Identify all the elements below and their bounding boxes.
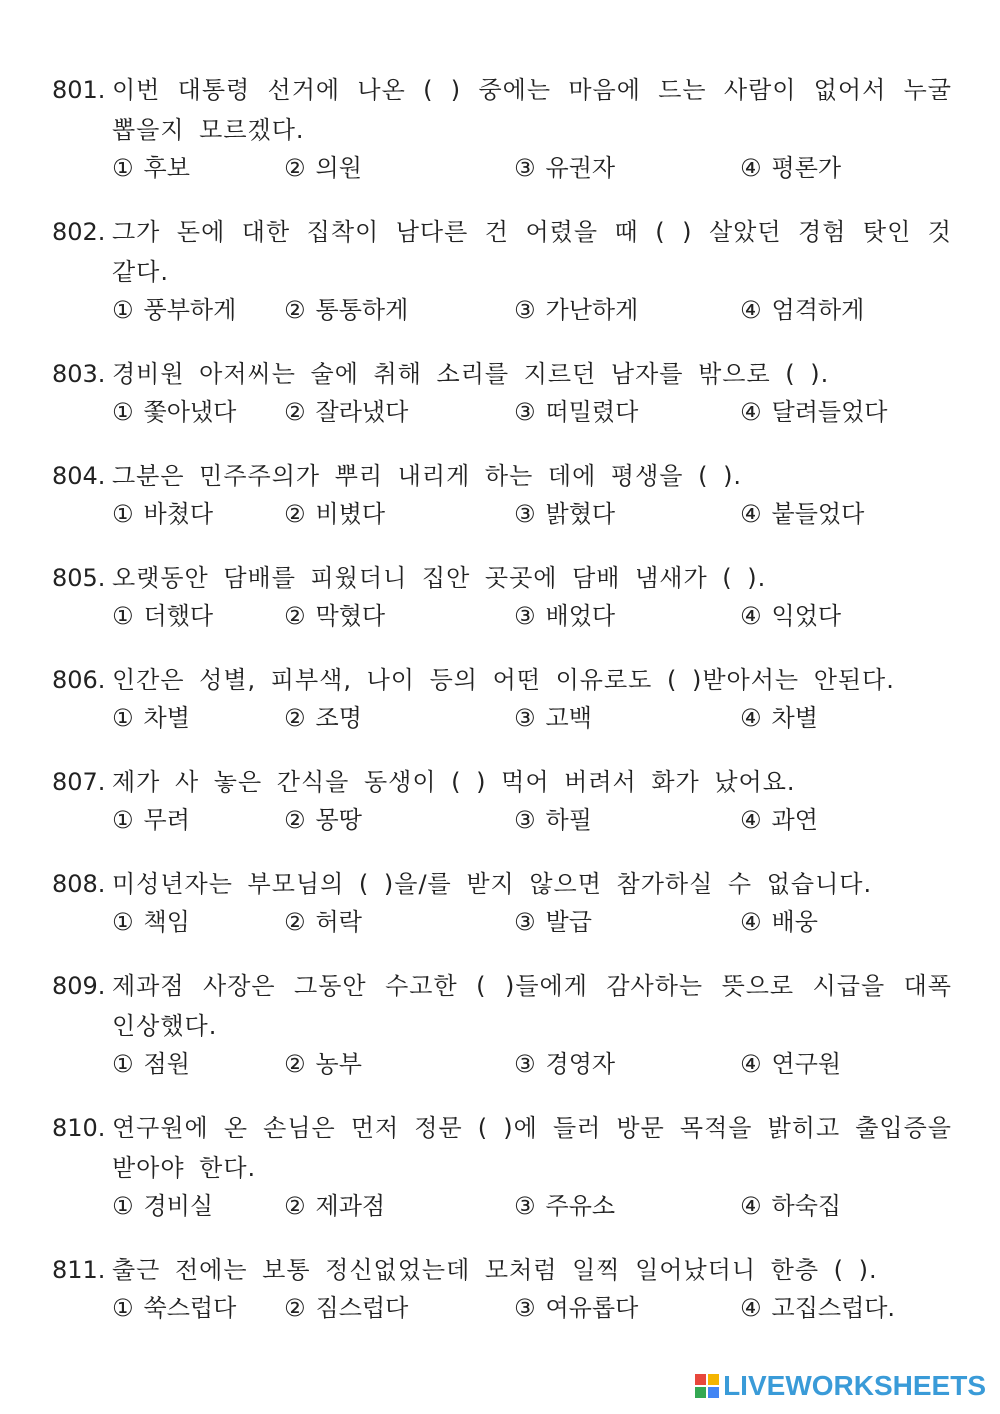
answer-option-4[interactable] <box>740 150 841 186</box>
option-text: 하숙집 <box>771 1192 842 1220</box>
option-text: 고백 <box>545 704 592 732</box>
option-text: 발급 <box>545 908 592 936</box>
answer-option-3[interactable] <box>514 292 740 328</box>
liveworksheets-logo[interactable] <box>695 1370 986 1402</box>
question-number: 808. <box>52 870 106 898</box>
option-mark: ④ <box>740 1294 762 1322</box>
option-text: 가난하게 <box>545 296 639 324</box>
question-number: 804. <box>52 462 106 490</box>
option-text: 경비실 <box>143 1192 214 1220</box>
option-mark: ② <box>284 908 306 936</box>
question-number: 809. <box>52 972 106 1000</box>
option-text: 고집스럽다. <box>771 1294 896 1322</box>
option-text: 경영자 <box>545 1050 616 1078</box>
option-mark: ① <box>112 1192 134 1220</box>
option-mark: ④ <box>740 398 762 426</box>
option-mark: ② <box>284 1192 306 1220</box>
answer-option-3[interactable] <box>514 700 740 736</box>
option-mark: ④ <box>740 704 762 732</box>
option-text: 무려 <box>143 806 190 834</box>
option-mark: ① <box>112 602 134 630</box>
option-text: 바쳤다 <box>143 500 214 528</box>
answer-options <box>52 1188 952 1224</box>
answer-option-4[interactable] <box>740 598 841 634</box>
question-stem <box>52 456 952 496</box>
option-mark: ③ <box>514 806 536 834</box>
question-807 <box>52 762 952 838</box>
option-mark: ② <box>284 1294 306 1322</box>
option-text: 쑥스럽다 <box>143 1294 237 1322</box>
logo-square-blue <box>708 1387 719 1398</box>
question-text: 이번 대통령 선거에 나온 ( ) 중에는 마음에 드는 사람이 없어서 누굴 뽑을지 모르겠다. <box>112 76 952 144</box>
question-802 <box>52 212 952 328</box>
question-stem <box>52 660 952 700</box>
answer-options <box>52 904 952 940</box>
answer-option-3[interactable] <box>514 1188 740 1224</box>
option-mark: ① <box>112 704 134 732</box>
option-mark: ③ <box>514 908 536 936</box>
option-text: 익었다 <box>771 602 842 630</box>
option-text: 조명 <box>315 704 362 732</box>
question-text: 출근 전에는 보통 정신없었는데 모처럼 일찍 일어났더니 한층 ( ). <box>112 1256 878 1284</box>
answer-option-2[interactable] <box>284 802 514 838</box>
option-mark: ② <box>284 154 306 182</box>
option-mark: ④ <box>740 806 762 834</box>
question-number: 806. <box>52 666 106 694</box>
answer-option-1[interactable] <box>112 1290 284 1326</box>
answer-option-1[interactable] <box>112 292 284 328</box>
answer-option-3[interactable] <box>514 394 740 430</box>
option-mark: ② <box>284 602 306 630</box>
answer-option-1[interactable] <box>112 150 284 186</box>
answer-option-3[interactable] <box>514 598 740 634</box>
option-text: 붙들었다 <box>771 500 865 528</box>
answer-option-1[interactable] <box>112 802 284 838</box>
option-mark: ② <box>284 1050 306 1078</box>
option-mark: ③ <box>514 296 536 324</box>
answer-option-4[interactable] <box>740 802 818 838</box>
answer-option-2[interactable] <box>284 700 514 736</box>
option-text: 주유소 <box>545 1192 616 1220</box>
option-text: 배웅 <box>771 908 818 936</box>
question-text: 제가 사 놓은 간식을 동생이 ( ) 먹어 버려서 화가 났어요. <box>112 768 796 796</box>
logo-square-yellow <box>708 1374 719 1385</box>
option-text: 하필 <box>545 806 592 834</box>
question-text: 미성년자는 부모님의 ( )을/를 받지 않으면 참가하실 수 없습니다. <box>112 870 873 898</box>
answer-option-3[interactable] <box>514 802 740 838</box>
answer-option-4[interactable] <box>740 1188 841 1224</box>
option-mark: ② <box>284 806 306 834</box>
option-mark: ③ <box>514 602 536 630</box>
option-text: 책임 <box>143 908 190 936</box>
answer-option-4[interactable] <box>740 394 887 430</box>
answer-options <box>52 802 952 838</box>
option-text: 짐스럽다 <box>315 1294 409 1322</box>
option-text: 차별 <box>143 704 190 732</box>
logo-square-green <box>695 1387 706 1398</box>
option-text: 몽땅 <box>315 806 362 834</box>
answer-option-3[interactable] <box>514 904 740 940</box>
option-mark: ① <box>112 1050 134 1078</box>
option-mark: ② <box>284 398 306 426</box>
option-text: 떠밀렸다 <box>545 398 639 426</box>
question-number: 807. <box>52 768 106 796</box>
option-mark: ② <box>284 704 306 732</box>
option-mark: ① <box>112 296 134 324</box>
question-809 <box>52 966 952 1082</box>
question-text: 오랫동안 담배를 피웠더니 집안 곳곳에 담배 냄새가 ( ). <box>112 564 767 592</box>
answer-option-4[interactable] <box>740 496 864 532</box>
option-mark: ③ <box>514 1050 536 1078</box>
answer-options <box>52 598 952 634</box>
question-number: 802. <box>52 218 106 246</box>
question-810 <box>52 1108 952 1224</box>
question-stem <box>52 70 952 150</box>
option-mark: ① <box>112 500 134 528</box>
option-mark: ③ <box>514 154 536 182</box>
option-mark: ① <box>112 806 134 834</box>
option-text: 과연 <box>771 806 818 834</box>
option-text: 비볐다 <box>315 500 386 528</box>
question-number: 805. <box>52 564 106 592</box>
question-stem <box>52 558 952 598</box>
option-text: 막혔다 <box>315 602 386 630</box>
answer-options <box>52 496 952 532</box>
option-mark: ③ <box>514 1192 536 1220</box>
question-801 <box>52 70 952 186</box>
question-number: 803. <box>52 360 106 388</box>
option-mark: ① <box>112 398 134 426</box>
question-stem <box>52 212 952 292</box>
option-mark: ④ <box>740 1192 762 1220</box>
answer-option-3[interactable] <box>514 496 740 532</box>
option-text: 의원 <box>315 154 362 182</box>
option-mark: ③ <box>514 704 536 732</box>
question-text: 그분은 민주주의가 뿌리 내리게 하는 데에 평생을 ( ). <box>112 462 743 490</box>
answer-option-2[interactable] <box>284 1188 514 1224</box>
option-mark: ① <box>112 1294 134 1322</box>
option-text: 허락 <box>315 908 362 936</box>
answer-options <box>52 394 952 430</box>
answer-option-4[interactable] <box>740 1046 841 1082</box>
worksheet <box>52 70 952 1352</box>
option-mark: ③ <box>514 1294 536 1322</box>
option-text: 농부 <box>315 1050 362 1078</box>
question-number: 810. <box>52 1114 106 1142</box>
answer-option-1[interactable] <box>112 394 284 430</box>
answer-option-4[interactable] <box>740 292 864 328</box>
option-mark: ④ <box>740 908 762 936</box>
option-mark: ① <box>112 154 134 182</box>
answer-option-2[interactable] <box>284 496 514 532</box>
option-text: 후보 <box>143 154 190 182</box>
question-806 <box>52 660 952 736</box>
answer-options <box>52 1290 952 1326</box>
question-text: 경비원 아저씨는 술에 취해 소리를 지르던 남자를 밖으로 ( ). <box>112 360 830 388</box>
option-text: 풍부하게 <box>143 296 237 324</box>
option-mark: ④ <box>740 602 762 630</box>
option-text: 달려들었다 <box>771 398 888 426</box>
question-805 <box>52 558 952 634</box>
answer-options <box>52 700 952 736</box>
option-text: 잘라냈다 <box>315 398 409 426</box>
answer-option-4[interactable] <box>740 904 818 940</box>
question-808 <box>52 864 952 940</box>
answer-option-2[interactable] <box>284 1046 514 1082</box>
question-stem <box>52 354 952 394</box>
question-text: 제과점 사장은 그동안 수고한 ( )들에게 감사하는 뜻으로 시급을 대폭 인상했다. <box>112 972 952 1040</box>
option-text: 더했다 <box>143 602 214 630</box>
question-text: 인간은 성별, 피부색, 나이 등의 어떤 이유로도 ( )받아서는 안된다. <box>112 666 895 694</box>
option-mark: ④ <box>740 296 762 324</box>
answer-option-1[interactable] <box>112 598 284 634</box>
option-text: 점원 <box>143 1050 190 1078</box>
option-mark: ① <box>112 908 134 936</box>
option-text: 통통하게 <box>315 296 409 324</box>
question-text: 그가 돈에 대한 집착이 남다른 건 어렸을 때 ( ) 살았던 경험 탓인 것 같다. <box>112 218 952 286</box>
answer-options <box>52 1046 952 1082</box>
answer-option-2[interactable] <box>284 598 514 634</box>
answer-option-2[interactable] <box>284 292 514 328</box>
option-text: 차별 <box>771 704 818 732</box>
answer-option-1[interactable] <box>112 700 284 736</box>
logo-square-red <box>695 1374 706 1385</box>
option-text: 엄격하게 <box>771 296 865 324</box>
answer-option-3[interactable] <box>514 1046 740 1082</box>
option-mark: ③ <box>514 500 536 528</box>
option-mark: ② <box>284 500 306 528</box>
liveworksheets-logo-icon <box>695 1374 719 1398</box>
answer-option-2[interactable] <box>284 904 514 940</box>
option-text: 여유롭다 <box>545 1294 639 1322</box>
answer-option-3[interactable] <box>514 1290 740 1326</box>
answer-options <box>52 150 952 186</box>
question-804 <box>52 456 952 532</box>
question-803 <box>52 354 952 430</box>
answer-option-2[interactable] <box>284 150 514 186</box>
answer-option-1[interactable] <box>112 904 284 940</box>
question-text: 연구원에 온 손님은 먼저 정문 ( )에 들러 방문 목적을 밝히고 출입증을 받아야 한다. <box>112 1114 952 1182</box>
option-text: 밝혔다 <box>545 500 616 528</box>
option-mark: ④ <box>740 154 762 182</box>
option-mark: ② <box>284 296 306 324</box>
option-mark: ④ <box>740 1050 762 1078</box>
question-811 <box>52 1250 952 1326</box>
answer-option-1[interactable] <box>112 1188 284 1224</box>
option-text: 배었다 <box>545 602 616 630</box>
answer-option-3[interactable] <box>514 150 740 186</box>
question-stem <box>52 864 952 904</box>
answer-option-1[interactable] <box>112 496 284 532</box>
option-mark: ③ <box>514 398 536 426</box>
answer-option-1[interactable] <box>112 1046 284 1082</box>
question-number: 801. <box>52 76 106 104</box>
answer-option-4[interactable] <box>740 700 818 736</box>
option-text: 평론가 <box>771 154 842 182</box>
answer-option-2[interactable] <box>284 394 514 430</box>
option-text: 연구원 <box>771 1050 842 1078</box>
question-stem <box>52 762 952 802</box>
answer-options <box>52 292 952 328</box>
option-mark: ④ <box>740 500 762 528</box>
option-text: 제과점 <box>315 1192 386 1220</box>
question-number: 811. <box>52 1256 106 1284</box>
option-text: 쫓아냈다 <box>143 398 237 426</box>
answer-option-2[interactable] <box>284 1290 514 1326</box>
question-stem <box>52 966 952 1046</box>
liveworksheets-wordmark: LIVEWORKSHEETS <box>723 1370 986 1401</box>
option-text: 유권자 <box>545 154 616 182</box>
answer-option-4[interactable] <box>740 1290 895 1326</box>
question-stem <box>52 1250 952 1290</box>
question-stem <box>52 1108 952 1188</box>
